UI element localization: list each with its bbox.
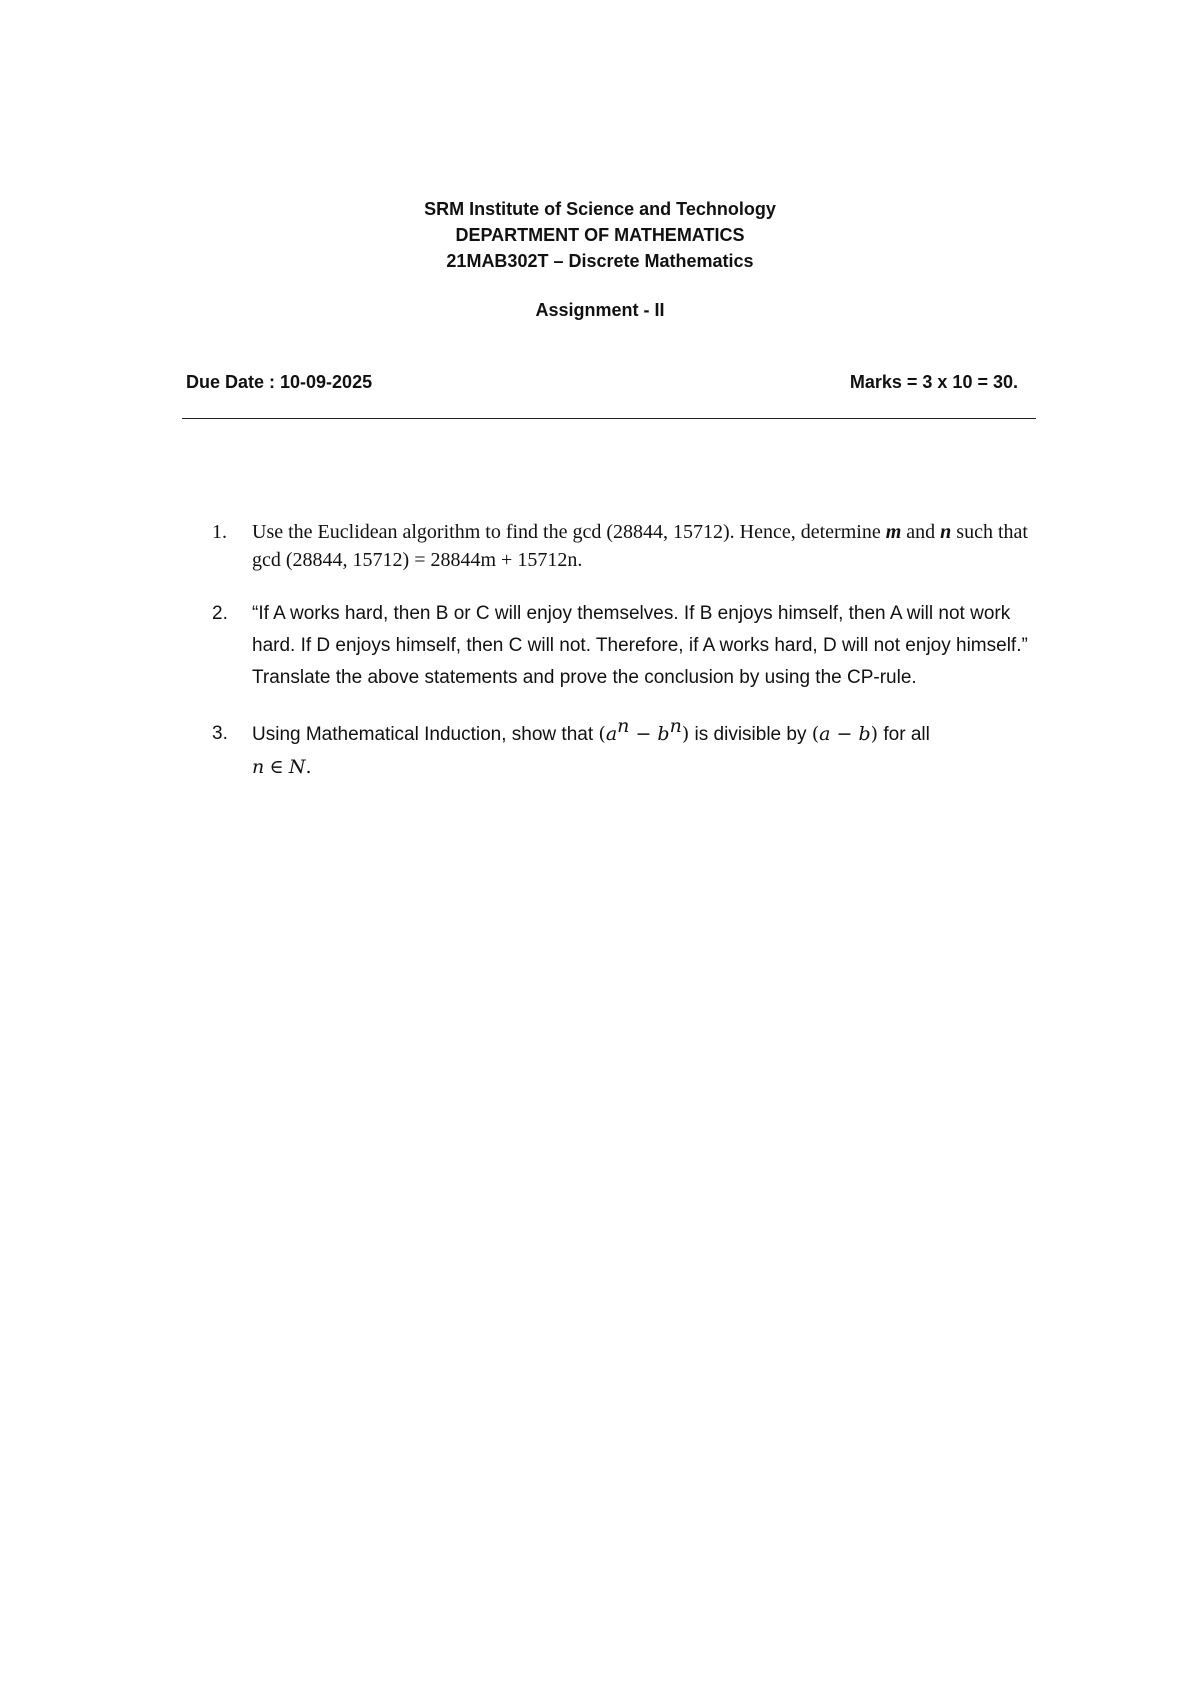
due-date: Due Date : 10-09-2025 bbox=[186, 372, 373, 392]
variable-n: n bbox=[252, 756, 265, 778]
expression-an-minus-bn: $(a^n - b^n)$ bbox=[598, 715, 690, 745]
institute-name: SRM Institute of Science and Technology bbox=[424, 199, 776, 219]
variable-m: m bbox=[885, 521, 902, 543]
set-N: N bbox=[288, 756, 306, 778]
question-number: 3. bbox=[212, 723, 228, 744]
document-header bbox=[0, 196, 1200, 274]
expression-a-minus-b: (a − b) bbox=[811, 723, 879, 745]
department-name: DEPARTMENT OF MATHEMATICS bbox=[455, 225, 745, 245]
question-number: 1. bbox=[212, 521, 227, 543]
variable-n: n bbox=[940, 521, 952, 543]
question-text: “If A works hard, then B or C will enjoy themselves. If B enjoys himself, then A will not work hard. If D enjoys himself, then C will not. Therefore, if A works hard, D will not enjoy himself.” Translate the above statements and prove the conclusion by using the CP-rule. bbox=[252, 603, 1028, 688]
question-1: 1. Use the Euclidean algorithm to find the gcd (28844, 15712). Hence, determine m and n such that gcd (28844, 15712) = 28844m + 15712n. bbox=[212, 518, 1038, 574]
marks-info: Marks = 3 x 10 = 30. bbox=[849, 372, 1018, 392]
question-list bbox=[212, 518, 1038, 784]
course-title: 21MAB302T – Discrete Mathematics bbox=[446, 251, 754, 271]
question-3: 3. Using Mathematical Induction, show that $(a^n - b^n)$ is divisible by (a − b) for all n ∈ N. bbox=[212, 715, 930, 778]
question-2 bbox=[212, 598, 1038, 694]
assignment-title: Assignment - II bbox=[535, 300, 665, 320]
header-divider bbox=[182, 418, 1036, 419]
question-number: 2. bbox=[212, 603, 228, 624]
